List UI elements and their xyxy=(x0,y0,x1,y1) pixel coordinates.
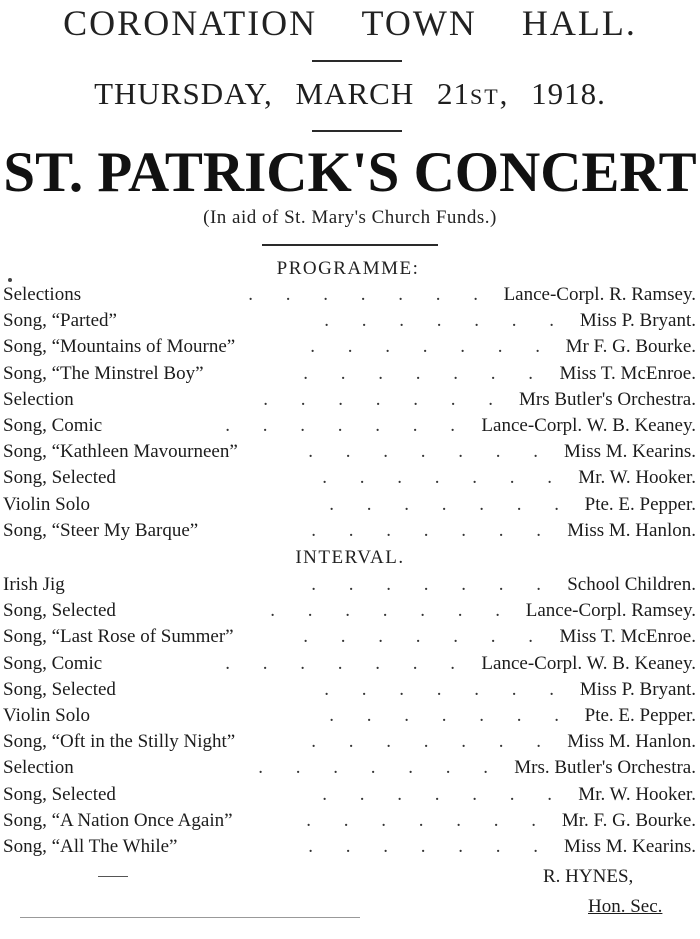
programme-row xyxy=(0,600,700,626)
programme-row xyxy=(0,810,700,836)
dot-leader: . . . . . . . xyxy=(310,336,554,358)
event-date xyxy=(0,76,700,112)
programme-item: Song, “Last Rose of Summer” xyxy=(3,626,234,648)
programme-row xyxy=(0,284,700,310)
programme-row xyxy=(0,520,700,546)
programme-item: Song, “Steer My Barque” xyxy=(3,519,199,541)
divider-rule-3 xyxy=(262,244,438,246)
performer-name: Miss P. Bryant. xyxy=(579,678,696,700)
performer-name: School Children. xyxy=(567,574,696,595)
programme-row xyxy=(0,574,700,600)
dot-leader: . . . . . . . xyxy=(306,809,550,831)
programme-row xyxy=(0,757,700,783)
dot-leader: . . . . . . . xyxy=(225,415,469,436)
performer-name: Miss M. Kearins. xyxy=(564,836,696,857)
performer-name: Lance-Corpl. W. B. Keaney. xyxy=(481,415,696,436)
programme-item: Song, “Parted” xyxy=(3,310,117,332)
programme-item: Song, Selected xyxy=(3,678,116,700)
dot-leader: . . . . . . . xyxy=(324,310,568,332)
print-smudge xyxy=(20,917,360,918)
programme-item: Violin Solo xyxy=(3,493,91,515)
performer-name: Lance-Corpl. R. Ramsey. xyxy=(503,284,696,305)
programme-row xyxy=(0,731,700,757)
performer-name: Miss M. Hanlon. xyxy=(567,519,696,541)
dot-leader: . . . . . . . xyxy=(225,652,469,674)
dot-leader: . . . . . . . xyxy=(311,731,555,753)
dot-leader: . . . . . . . xyxy=(263,388,507,410)
divider-rule-2 xyxy=(312,130,402,132)
programme-row xyxy=(0,467,700,493)
dot-leader: . . . . . . . xyxy=(311,574,555,595)
dot-leader: . . . . . . . xyxy=(311,519,555,541)
programme-item: Song, Selected xyxy=(3,467,116,489)
programme-row xyxy=(0,784,700,810)
programme-heading: PROGRAMME: xyxy=(276,258,420,279)
performer-name: Mrs. Butler's Orchestra. xyxy=(514,757,696,779)
performer-name: Miss P. Bryant. xyxy=(579,310,696,332)
programme-item: Song, “Kathleen Mavourneen” xyxy=(3,441,238,463)
dot-leader: . . . . . . . xyxy=(308,836,552,857)
programme-row xyxy=(0,336,700,362)
programme-row xyxy=(0,415,700,441)
programme-item: Song, “The Minstrel Boy” xyxy=(3,362,204,384)
programme-item: Song, “All The While” xyxy=(3,836,178,857)
programme-row xyxy=(0,653,700,679)
secretary-name: R. HYNES, xyxy=(543,866,634,887)
interval-heading: INTERVAL. xyxy=(295,547,405,568)
performer-name: Mr F. G. Bourke. xyxy=(565,336,696,358)
dot-leader: . . . . . . . xyxy=(258,757,502,779)
programme-row xyxy=(0,705,700,731)
programme-row xyxy=(0,389,700,415)
programme-item: Song, “Oft in the Stilly Night” xyxy=(3,731,236,753)
programme-item: Selection xyxy=(3,757,74,779)
programme-row xyxy=(0,494,700,520)
date-ordinal: ST xyxy=(469,84,500,109)
performer-name: Lance-Corpl. Ramsey. xyxy=(525,600,696,622)
programme-item: Selections xyxy=(3,284,82,305)
programme-item: Song, “A Nation Once Again” xyxy=(3,809,233,831)
closing-dash xyxy=(98,876,128,877)
concert-subtitle: (In aid of St. Mary's Church Funds.) xyxy=(203,207,497,228)
programme-item: Irish Jig xyxy=(3,574,65,595)
dot-leader: . . . . . . . xyxy=(329,705,573,726)
programme-item: Song, Comic xyxy=(3,415,103,436)
programme-item: Song, Selected xyxy=(3,600,116,622)
programme-item: Song, Selected xyxy=(3,783,116,805)
venue-heading: CORONATION TOWN HALL. xyxy=(63,3,637,43)
performer-name: Mrs Butler's Orchestra. xyxy=(518,388,696,410)
performer-name: Miss T. McEnroe. xyxy=(559,626,696,648)
programme-item: Violin Solo xyxy=(3,705,91,726)
dot-leader: . . . . . . . xyxy=(270,600,514,622)
date-suffix: , 1918. xyxy=(499,76,606,111)
dot-leader: . . . . . . . xyxy=(308,441,552,463)
date-prefix: THURSDAY, MARCH 21 xyxy=(94,76,470,111)
programme-row xyxy=(0,679,700,705)
concert-title: ST. PATRICK'S CONCERT xyxy=(3,141,697,204)
print-speck xyxy=(8,278,12,282)
programme-row xyxy=(0,363,700,389)
performer-name: Miss M. Hanlon. xyxy=(567,731,696,753)
divider-rule-1 xyxy=(312,60,402,62)
dot-leader: . . . . . . . xyxy=(324,678,568,700)
dot-leader: . . . . . . . xyxy=(322,783,566,805)
programme-item: Song, Comic xyxy=(3,652,103,674)
programme-row xyxy=(0,836,700,862)
dot-leader: . . . . . . . xyxy=(303,626,547,648)
performer-name: Pte. E. Pepper. xyxy=(584,493,696,515)
performer-name: Mr. W. Hooker. xyxy=(578,783,696,805)
programme-row xyxy=(0,626,700,652)
performer-name: Mr. F. G. Bourke. xyxy=(561,809,696,831)
dot-leader: . . . . . . . xyxy=(303,362,547,384)
dot-leader: . . . . . . . xyxy=(248,284,492,305)
programme-item: Selection xyxy=(3,388,74,410)
secretary-title: Hon. Sec. xyxy=(588,896,663,917)
performer-name: Pte. E. Pepper. xyxy=(584,705,696,726)
dot-leader: . . . . . . . xyxy=(329,493,573,515)
dot-leader: . . . . . . . xyxy=(322,467,566,489)
performer-name: Miss M. Kearins. xyxy=(564,441,696,463)
performer-name: Lance-Corpl. W. B. Keaney. xyxy=(481,652,696,674)
programme-item: Song, “Mountains of Mourne” xyxy=(3,336,236,358)
performer-name: Mr. W. Hooker. xyxy=(578,467,696,489)
programme-row xyxy=(0,441,700,467)
performer-name: Miss T. McEnroe. xyxy=(559,362,696,384)
programme-row xyxy=(0,310,700,336)
